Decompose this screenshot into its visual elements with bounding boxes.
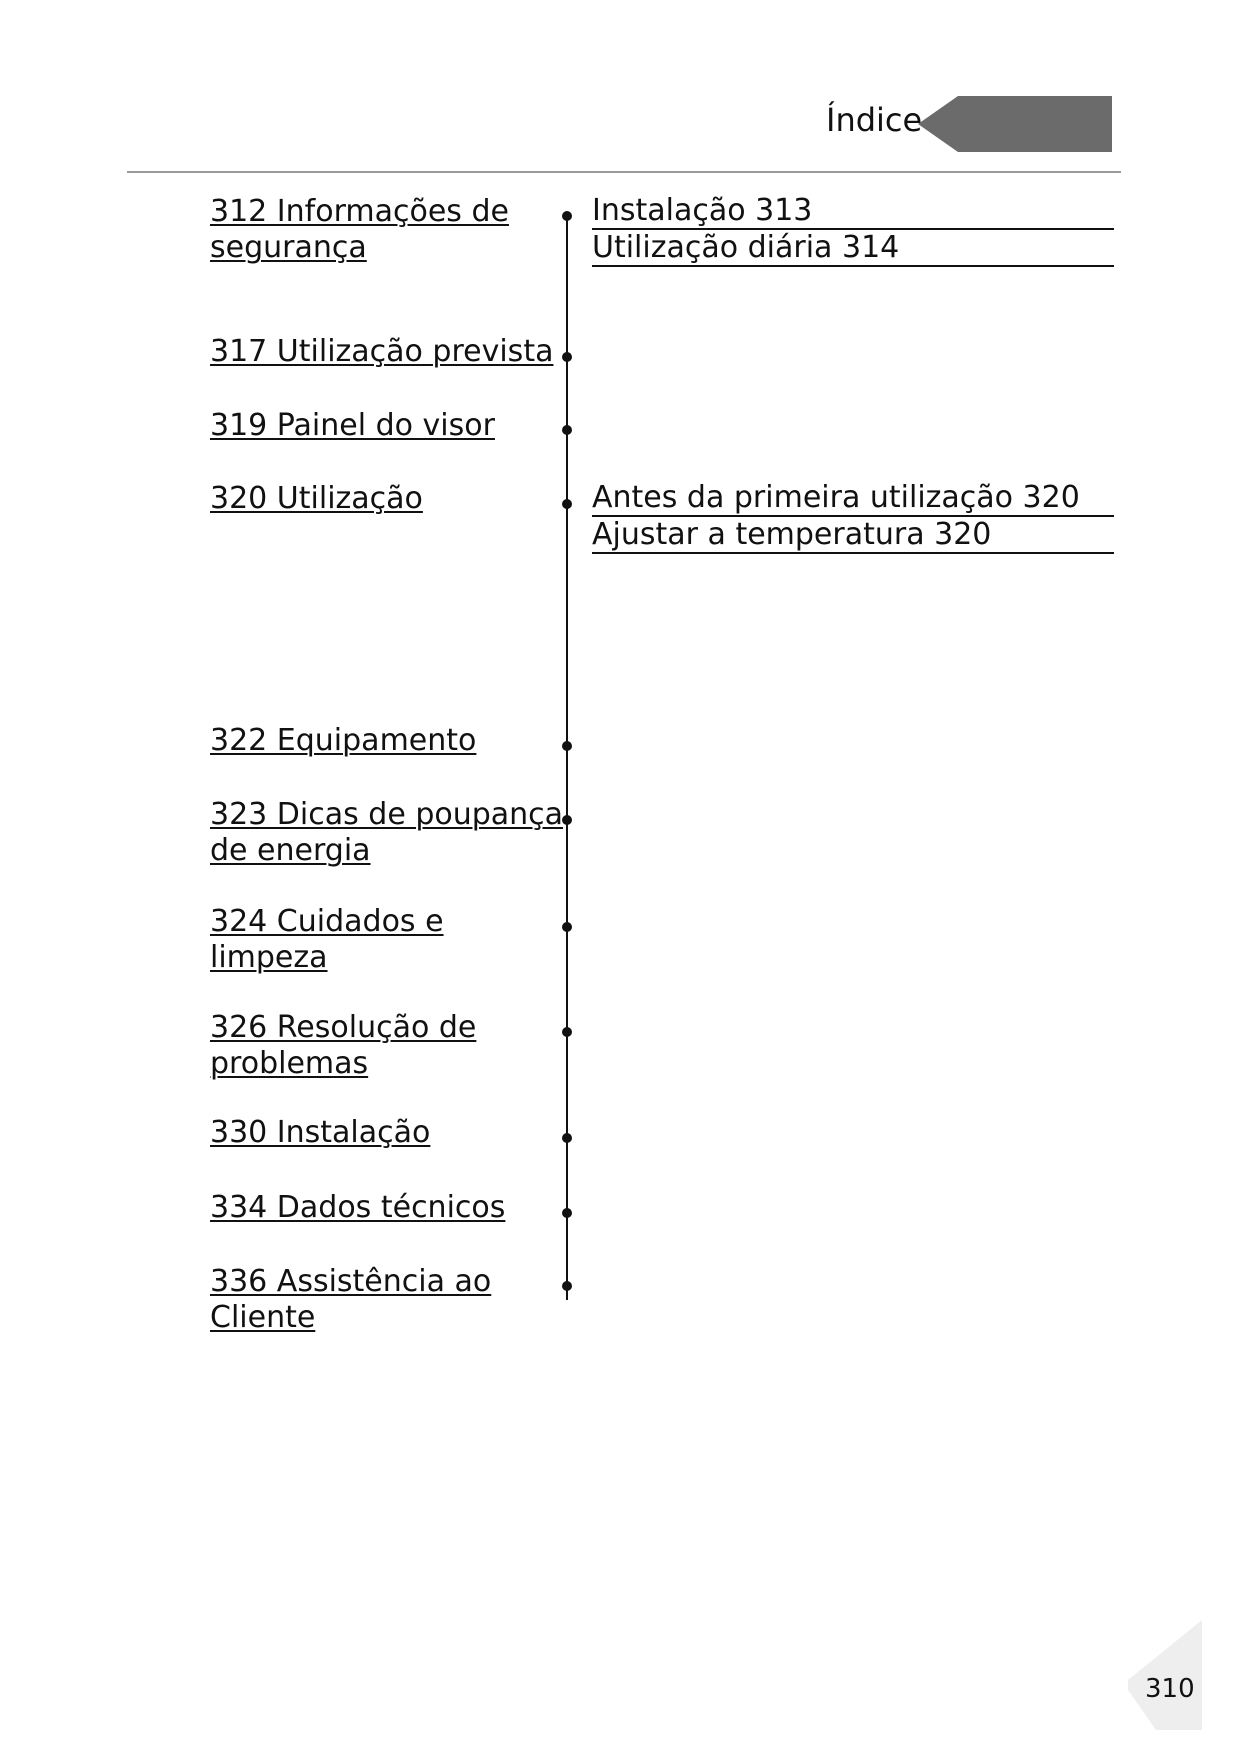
toc-link-cuidados-limpeza[interactable]: 324 Cuidados e limpeza	[210, 904, 444, 975]
timeline-dot	[562, 1281, 572, 1291]
timeline-dot	[562, 499, 572, 509]
toc-item-dicas-poupanca	[210, 797, 565, 869]
toc-item-utilizacao-prevista	[210, 334, 570, 370]
timeline-dot	[562, 741, 572, 751]
timeline-dot	[562, 425, 572, 435]
toc-item-equipamento	[210, 723, 560, 759]
subsection-antes-primeira-utilizacao[interactable]: Antes da primeira utilização 320	[592, 481, 1114, 517]
timeline-dot	[562, 1133, 572, 1143]
toc-item-dados-tecnicos	[210, 1190, 560, 1226]
toc-link-dados-tecnicos[interactable]: 334 Dados técnicos	[210, 1190, 506, 1225]
header-divider	[127, 171, 1121, 173]
toc-link-seguranca[interactable]: 312 Informações de segurança	[210, 194, 509, 265]
timeline-dot	[562, 1208, 572, 1218]
toc-item-instalacao	[210, 1115, 560, 1151]
toc-link-dicas-poupanca[interactable]: 323 Dicas de poupança de energia	[210, 797, 564, 868]
toc-item-seguranca	[210, 194, 560, 266]
toc-link-utilizacao[interactable]: 320 Utilização	[210, 481, 423, 516]
toc-item-assistencia	[210, 1264, 560, 1336]
toc-link-equipamento[interactable]: 322 Equipamento	[210, 723, 477, 758]
toc-item-cuidados-limpeza	[210, 904, 560, 976]
toc-item-painel-visor	[210, 408, 560, 444]
toc-link-utilizacao-prevista[interactable]: 317 Utilização prevista	[210, 334, 554, 369]
subsection-utilizacao-diaria[interactable]: Utilização diária 314	[592, 231, 1114, 267]
header-title: Índice	[826, 101, 923, 139]
timeline-dot	[562, 211, 572, 221]
timeline-dot	[562, 1027, 572, 1037]
toc-link-resolucao-problemas[interactable]: 326 Resolução de problemas	[210, 1010, 477, 1081]
header-tab-arrow	[918, 94, 1112, 154]
toc-link-instalacao[interactable]: 330 Instalação	[210, 1115, 431, 1150]
subsection-instalacao[interactable]: Instalação 313	[592, 194, 1114, 230]
page-number: 310	[1145, 1674, 1195, 1704]
toc-link-assistencia[interactable]: 336 Assistência ao Cliente	[210, 1264, 492, 1335]
subsection-ajustar-temperatura[interactable]: Ajustar a temperatura 320	[592, 518, 1114, 554]
toc-item-resolucao-problemas	[210, 1010, 560, 1082]
toc-item-utilizacao	[210, 481, 560, 517]
toc-link-painel-visor[interactable]: 319 Painel do visor	[210, 408, 495, 443]
timeline-dot	[562, 922, 572, 932]
